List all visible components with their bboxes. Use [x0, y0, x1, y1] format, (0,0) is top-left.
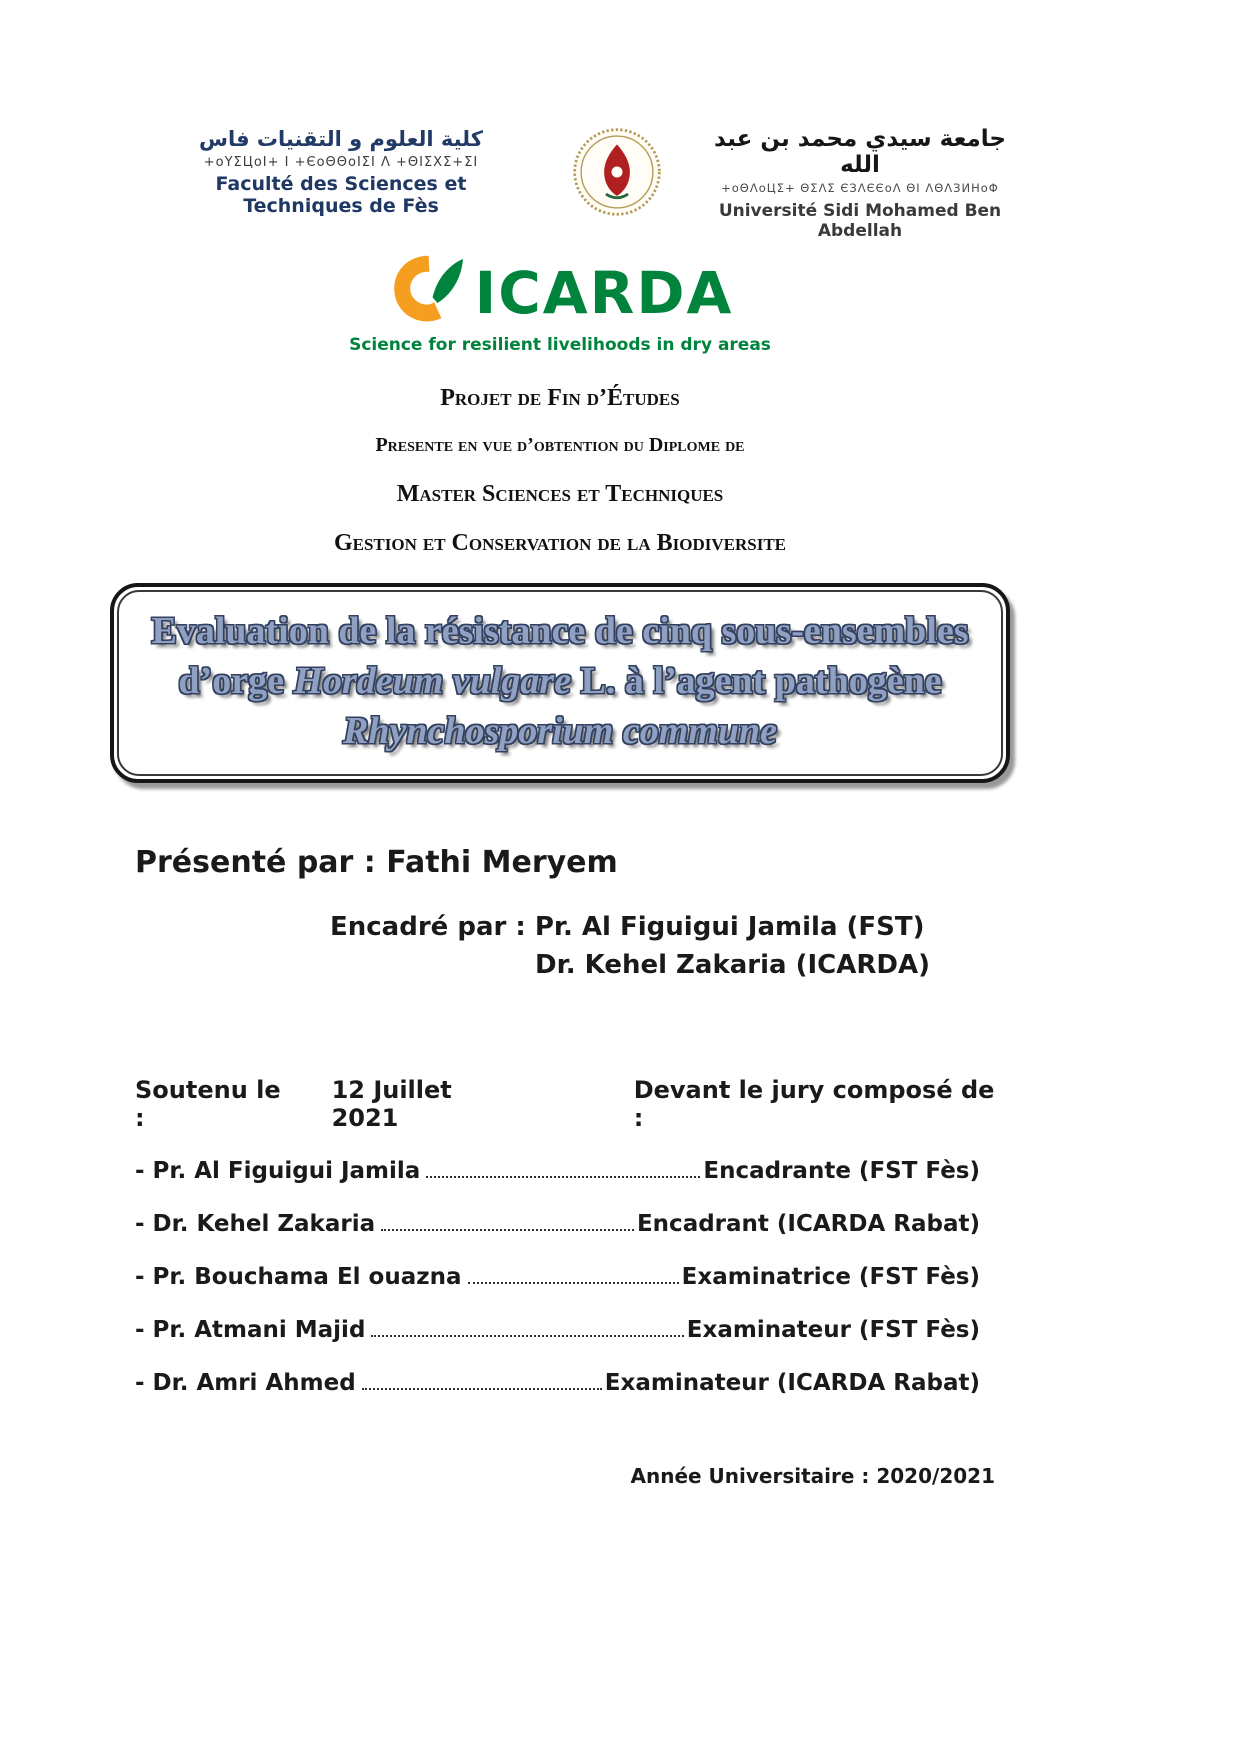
title-line2-post: L. à l’agent pathogène: [571, 660, 942, 702]
jury-label: Devant le jury composé de :: [633, 1076, 995, 1132]
jury-member-role: Examinateur (ICARDA Rabat): [604, 1370, 980, 1396]
jury-row: [135, 1156, 980, 1186]
university-seal-icon: [571, 126, 663, 218]
heading-projet: Projet de Fin d’Études: [440, 385, 680, 411]
document-headings: [110, 385, 1010, 557]
thesis-title-line-2: [127, 656, 993, 706]
defense-date: 12 Juillet 2021: [331, 1076, 452, 1132]
jury-row: [135, 1368, 980, 1398]
jury-member-name: - Pr. Al Figuigui Jamila: [135, 1158, 421, 1184]
thesis-title-line-1: Evaluation de la résistance de cinq sous-ensembles: [151, 610, 969, 652]
icarda-wordmark: ICARDA: [474, 259, 734, 327]
jury-member-role: Encadrant (ICARDA Rabat): [636, 1211, 980, 1237]
fst-arabic-title: كلية العلوم و التقنيات فاس: [199, 127, 483, 151]
usmba-name: Université Sidi Mohamed Ben Abdellah: [718, 201, 1002, 241]
fst-logo: [158, 126, 524, 217]
academic-year: Année Universitaire : 2020/2021: [630, 1464, 995, 1488]
jury-member-name: - Pr. Bouchama El ouazna: [135, 1264, 462, 1290]
usmba-tifinagh-line: +oΘΛoЦΣ+ ΘΣΛΣ ЄЗΛЄЄoΛ ΘI ΛΘΛЗИНoΦ: [721, 181, 999, 195]
fst-tifinagh-line: +oYΣЦoI+ I +ЄoΘΘoIΣI Λ +ΘIΣXΣ+ΣI: [203, 155, 479, 170]
heading-master: Master Sciences et Techniques: [396, 481, 724, 507]
title-line2-species: Hordeum vulgare: [293, 660, 572, 702]
fst-name: Faculté des Sciences et Techniques de Fès: [215, 173, 467, 217]
jury-list: [135, 1156, 980, 1398]
jury-member-name: - Pr. Atmani Majid: [135, 1317, 366, 1343]
jury-leader-dots: [426, 1176, 700, 1178]
jury-leader-dots: [468, 1282, 679, 1284]
jury-member-name: - Dr. Amri Ahmed: [135, 1370, 356, 1396]
jury-member-name: - Dr. Kehel Zakaria: [135, 1211, 376, 1237]
thesis-title-line-3: Rhynchosporium commune: [343, 710, 777, 752]
usmba-logo: [710, 126, 1010, 241]
page-content: [110, 126, 1010, 1488]
heading-gestion: Gestion et Conservation de la Biodiversite: [333, 530, 787, 556]
jury-member-role: Encadrante (FST Fès): [703, 1158, 980, 1184]
jury-leader-dots: [362, 1388, 602, 1390]
defense-info: [135, 1076, 1010, 1132]
icarda-flower-icon: [387, 251, 467, 335]
icarda-logo-row: [110, 251, 1010, 335]
soutenu-label: Soutenu le :: [135, 1076, 281, 1132]
jury-row: [135, 1315, 980, 1345]
supervisors: [330, 908, 1010, 984]
jury-leader-dots: [371, 1335, 683, 1337]
usmba-arabic-title: جامعة سيدي محمد بن عبد الله: [713, 126, 1007, 178]
jury-leader-dots: [381, 1229, 634, 1231]
header-logos: [110, 126, 1010, 241]
supervisor-line-1: Encadré par : Pr. Al Figuigui Jamila (FST): [330, 912, 925, 942]
icarda-logo: [110, 251, 1010, 355]
heading-presente: Presente en vue d’obtention du Diplome de: [375, 434, 745, 456]
jury-row: [135, 1209, 980, 1239]
jury-member-role: Examinateur (FST Fès): [686, 1317, 980, 1343]
thesis-title-box: [110, 583, 1010, 783]
jury-row: [135, 1262, 980, 1292]
jury-member-role: Examinatrice (FST Fès): [681, 1264, 980, 1290]
supervisor-line-2: Dr. Kehel Zakaria (ICARDA): [535, 950, 930, 980]
thesis-title-inner: [117, 590, 1003, 776]
icarda-tagline: Science for resilient livelihoods in dry areas: [349, 335, 771, 355]
title-line2-pre: d’orge: [178, 660, 294, 702]
presented-by: Présenté par : Fathi Meryem: [135, 845, 618, 880]
